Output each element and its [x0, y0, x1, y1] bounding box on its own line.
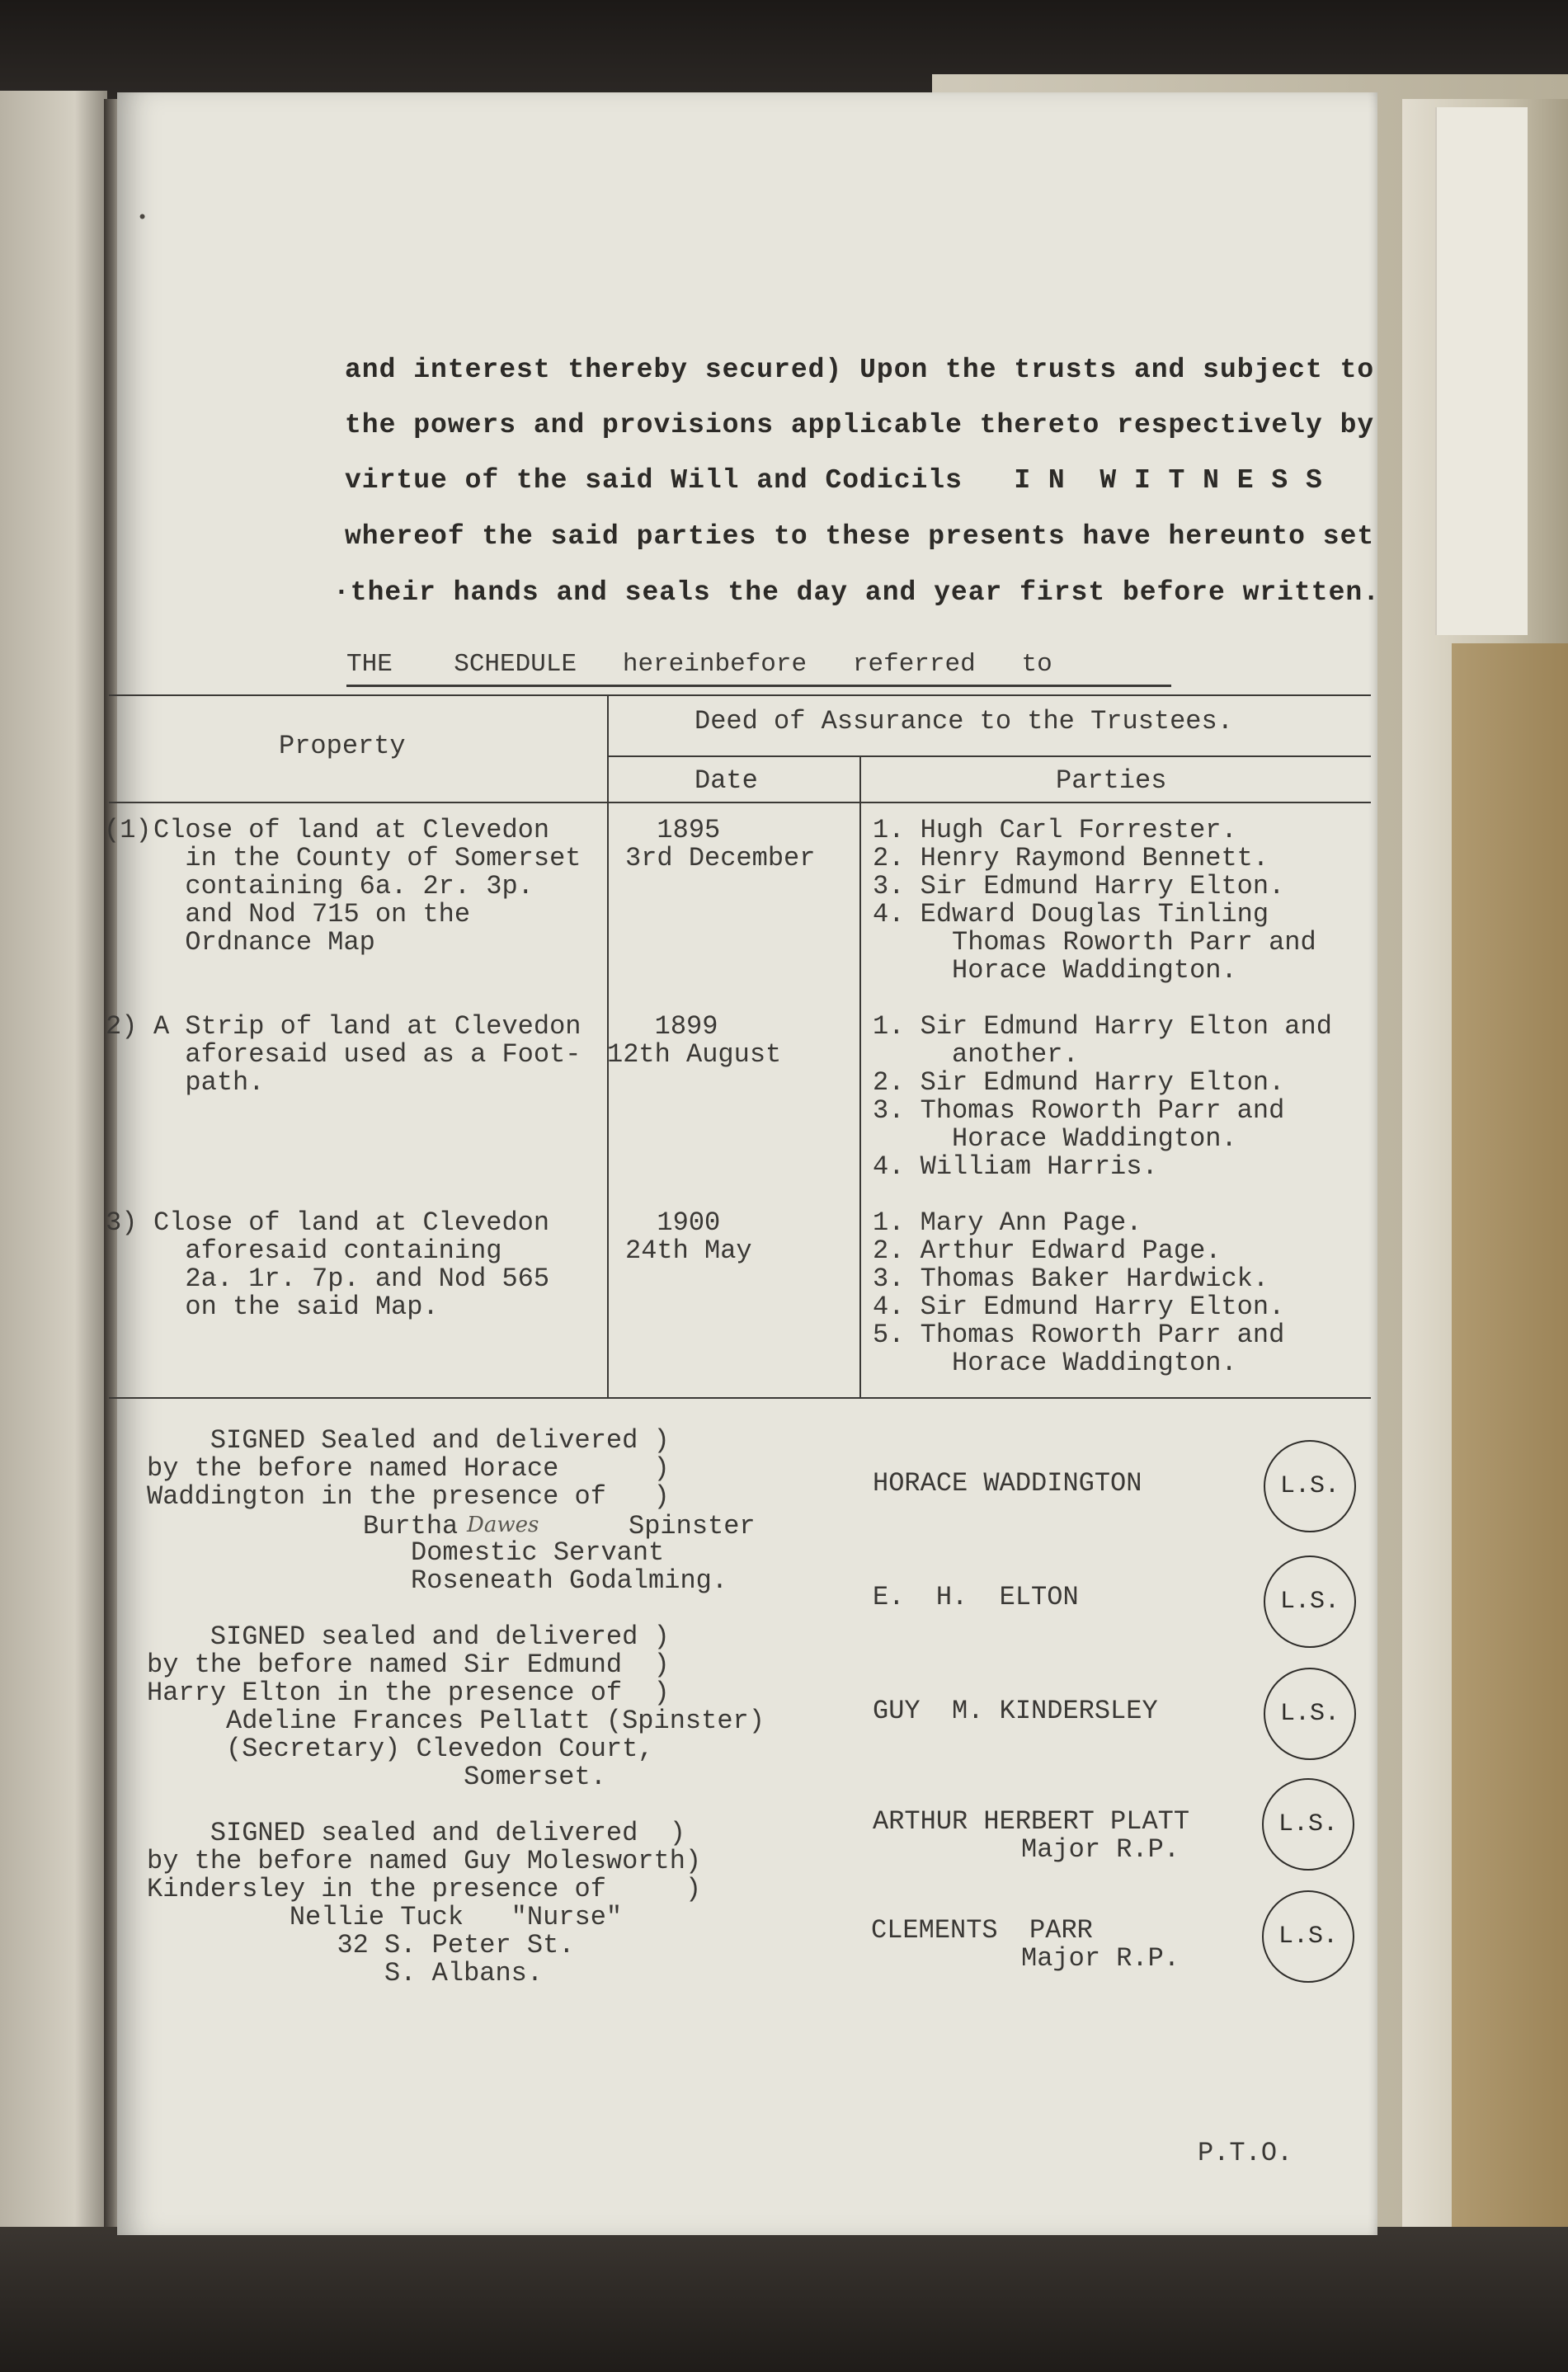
seal-4-label: L.S.: [1278, 1810, 1338, 1838]
signature-eh-elton: E. H. ELTON: [873, 1582, 1079, 1612]
row-property-2: A Strip of land at Clevedon aforesaid used as a Foot- path.: [153, 1011, 582, 1098]
header-date: Date: [695, 765, 758, 796]
row-number-2: 2): [106, 1011, 138, 1042]
row-number-1: (1): [104, 815, 152, 845]
page-turn-note: P.T.O.: [1198, 2138, 1293, 2168]
left-page-edge: [0, 91, 107, 2235]
table-header-rule: [109, 802, 1371, 803]
body-line-5: ·their hands and seals the day and year first before written.: [333, 577, 1380, 608]
seal-1: [1264, 1440, 1356, 1532]
seal-5: [1262, 1890, 1354, 1983]
seal-2-label: L.S.: [1279, 1588, 1340, 1616]
paper-slip: [1435, 107, 1528, 635]
body-line-2: the powers and provisions applicable thereto respectively by: [345, 410, 1375, 440]
folder-edge: [1452, 643, 1568, 2252]
heading-underline: [346, 685, 1171, 687]
header-parties: Parties: [1056, 765, 1167, 796]
row-date-3: 1900 24th May: [625, 1207, 752, 1266]
table-bottom-rule: [109, 1397, 1371, 1399]
seal-2: [1264, 1555, 1356, 1648]
body-line-4: whereof the said parties to these presents have hereunto set: [345, 521, 1375, 552]
row-parties-3: 1. Mary Ann Page. 2. Arthur Edward Page. 3. Thomas Baker Hardwick. 4. Sir Edmund Harry Elton. 5. Thomas Roworth Parr and Horace Waddington.: [873, 1207, 1285, 1378]
row-parties-2: 1. Sir Edmund Harry Elton and another. 2. Sir Edmund Harry Elton. 3. Thomas Roworth Parr and Horace Waddington. 4. William Harris.: [873, 1011, 1332, 1182]
signature-horace-waddington: HORACE WADDINGTON: [873, 1468, 1142, 1499]
witness-1-name: Burtha: [363, 1511, 459, 1541]
body-line-3: virtue of the said Will and Codicils I N W I T N E S S: [345, 465, 1323, 496]
row-date-2: 1899 12th August: [607, 1011, 782, 1070]
document-page: [104, 92, 1380, 2235]
schedule-heading: THE SCHEDULE hereinbefore referred to: [346, 650, 1052, 679]
signature-clements-parr: CLEMENTS PARR: [871, 1915, 1093, 1946]
body-line-1: and interest thereby secured) Upon the trusts and subject to: [345, 355, 1375, 385]
seal-3: [1264, 1668, 1356, 1760]
signature-arthur-herbert-platt: ARTHUR HERBERT PLATT: [873, 1806, 1190, 1837]
row-number-3: 3): [106, 1207, 138, 1238]
row-parties-1: 1. Hugh Carl Forrester. 2. Henry Raymond Bennett. 3. Sir Edmund Harry Elton. 4. Edward Douglas Tinling Thomas Roworth Parr and Horace Waddington.: [873, 815, 1316, 986]
row-property-1: Close of land at Clevedon in the County of Somerset containing 6a. 2r. 3p. and Nod 715 on the Ordnance Map: [153, 815, 582, 958]
header-deed: Deed of Assurance to the Trustees.: [695, 706, 1233, 737]
row-property-3: Close of land at Clevedon aforesaid containing 2a. 1r. 7p. and Nod 565 on the said Map.: [153, 1207, 550, 1322]
table-divider-parties: [859, 755, 861, 1397]
attestation-1-text: SIGNED Sealed and delivered ) by the before named Horace ) Waddington in the presence of ): [147, 1425, 670, 1512]
witness-1-role: Spinster: [629, 1511, 756, 1541]
seal-1-label: L.S.: [1279, 1472, 1340, 1500]
table-top-rule: [109, 694, 1371, 696]
seal-5-label: L.S.: [1278, 1923, 1338, 1951]
signature-guy-kindersley: GUY M. KINDERSLEY: [873, 1696, 1158, 1726]
deed-subheader-rule: [609, 755, 1371, 757]
attestation-3-text: SIGNED sealed and delivered ) by the before named Guy Molesworth) Kindersley in the presence of ) Nellie Tuck "Nurse" 32 S. Peter St. S. Albans.: [147, 1818, 702, 1988]
signature-parr-rank: Major R.P.: [1021, 1943, 1180, 1974]
seal-3-label: L.S.: [1279, 1700, 1340, 1728]
witness-1-details: Domestic Servant Roseneath Godalming.: [411, 1537, 728, 1596]
witness-1-handwritten-surname: Dawes: [467, 1513, 539, 1537]
seal-4: [1262, 1778, 1354, 1871]
signature-platt-rank: Major R.P.: [1021, 1834, 1180, 1865]
margin-mark: •: [137, 208, 148, 228]
row-date-1: 1895 3rd December: [625, 815, 816, 873]
bottom-shadow: [0, 2227, 1568, 2372]
attestation-2-text: SIGNED sealed and delivered ) by the before named Sir Edmund ) Harry Elton in the presence of ) Adeline Frances Pellatt (Spinster) (Secretary) Clevedon Court, Somerset.: [147, 1621, 765, 1792]
header-property: Property: [279, 731, 406, 761]
